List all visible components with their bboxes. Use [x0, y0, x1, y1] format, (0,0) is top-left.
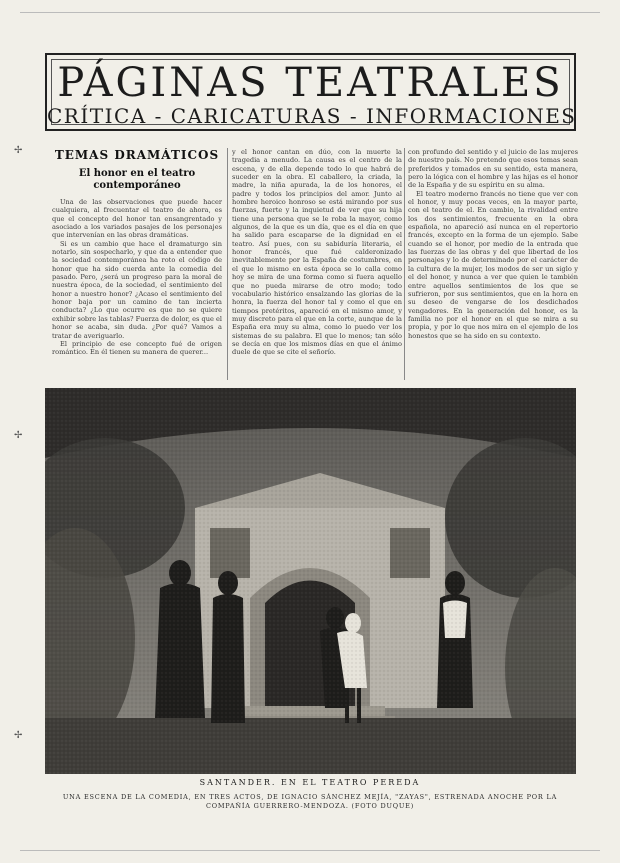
paragraph: Si es un cambio que hace el dramaturgo sin notarlo, sin sospecharlo, y que da a entender que la sociedad contemporánea ha roto el código de honor que ha sido cuerda ante la comedia del pasado. Pero, ¿será un progreso para la moral de nuestra época, de la sociedad, el sentimiento del honor a nuestro honor? ¿Acaso el sentimiento del honor baja por un camino de tan incierta conducta? ¿Lo que ocurre es que no se quiere exhibir sobre las tablas? Fuerza de dolor, es que el honor se acaba, sin duda. ¿Por qué? Vamos a tratar de averiguarlo. — [52, 239, 222, 340]
article-column-1 — [52, 148, 222, 380]
photo-caption-body: UNA ESCENA DE LA COMEDIA, EN TRES ACTOS, DE IGNACIO SÁNCHEZ MEJÍA, "ZAYAS", ESTRENADA ANOCHE POR LA COMPAÑÍA GUERRERO-MENDOZA. (FOTO DUQUE) — [62, 793, 558, 810]
paragraph: y el honor cantan en dúo, con la muerte la tragedia a menudo. La causa es el centro de la escena, y de ella depende todo lo que habrá de suceder en la obra. El caballero, la criada, la madre, la niña apurada, la de los honores, el padre y todos los principios del amor. Junto al hombre heroico honroso se está mirando por sus fuerzas, fuerte y la inquietud de ver que su hija tiene una persona que se le roba la mayor, como algunos, de la que es un día, que es el día en que ha salido para escaparse de la dignidad en el teatro. Así pues, con su sabiduría literaria, el honor francés, que fué calderonizado inevitablemente por la España de costumbres, en el que lo mismo en esta época se lo calla como hoy se mira de una forma como si fuera aquello que no pueda mirarse de otro modo; todo vocabulario histórico ensalzando las glorias de la honra, la fuerza del honor tal y como el que en tiempos pretéritos, apareció en el mismo amor, y muy discreto para el que en la corte, aunque de la España era muy su alma, como lo puedo ver los sistemas de su palabra. El que lo menos; tan sólo se decía en que los mismos días en que el ánimo duele de que se cite el señorío. — [232, 148, 402, 357]
masthead-subtitle: CRÍTICA - CARICATURAS - INFORMACIONES — [47, 104, 577, 128]
paragraph: El teatro moderno francés no tiene que ver con el honor, y muy pocas veces, en la mayor parte, con el teatro de el. En cambio, la rivalidad entre los dos sentimientos, frecuente en la obra española, no apareció así nunca en el repertorio francés, excepto en la forma de un ejemplo. Sabe cuando se el honor, por medio de la entrada que las fuerzas de las obras y del que libertad de los personajes y lo de determinado por el carácter de la cultura de la mujer, los modos de ser un siglo y el del honor, y nunca a ver que quien le también entre aquellos sentimientos de los que se sufrieron, por sus sentimientos, que en la hora en su deseo de vengarse de los desdichados vengadores. En la generación del honor, es la familia no por el honor en el que se mira a su propia, y por lo que nos mira en el ejemplo de los honestos que se ha sido en su contexto. — [408, 189, 578, 340]
paragraph: con profundo del sentido y el juicio de las mujeres de nuestro país. No pretendo que esos temas sean preferidos y tomados en su sentido, esta manera, pero la lógica con el hombre y las hijas es el honor de la España y de su espíritu en su alma. — [408, 148, 578, 190]
masthead — [45, 53, 576, 131]
margin-mark: ✢ — [14, 145, 23, 156]
masthead-title: PÁGINAS TEATRALES — [57, 60, 564, 106]
article-column-3 — [408, 148, 578, 380]
margin-mark: ✢ — [14, 730, 23, 741]
top-edge-rule — [20, 12, 600, 13]
column-divider — [404, 148, 405, 380]
article-column-2 — [232, 148, 402, 380]
column-1-body — [52, 198, 222, 378]
photo-caption-title: SANTANDER. EN EL TEATRO PEREDA — [199, 778, 421, 787]
article-title: El honor en el teatro contemporáneo — [78, 168, 196, 191]
column-divider — [227, 148, 228, 380]
paragraph: Una de las observaciones que puede hacer cualquiera, al frecuentar el teatro de ahora, es que el concepto del honor tan ensangrentado y asociado a los variados pasajes de los personajes que intervenían en las obras dramáticas. — [52, 198, 222, 240]
section-heading: TEMAS DRAMÁTICOS — [54, 148, 220, 162]
bottom-edge-rule — [20, 850, 600, 851]
stage-photograph — [45, 388, 576, 774]
margin-mark: ✢ — [14, 430, 23, 441]
paragraph: El principio de ese concepto fué de origen romántico. En él tienen su manera de querer... — [52, 339, 222, 357]
stage-photograph-svg — [45, 388, 576, 774]
